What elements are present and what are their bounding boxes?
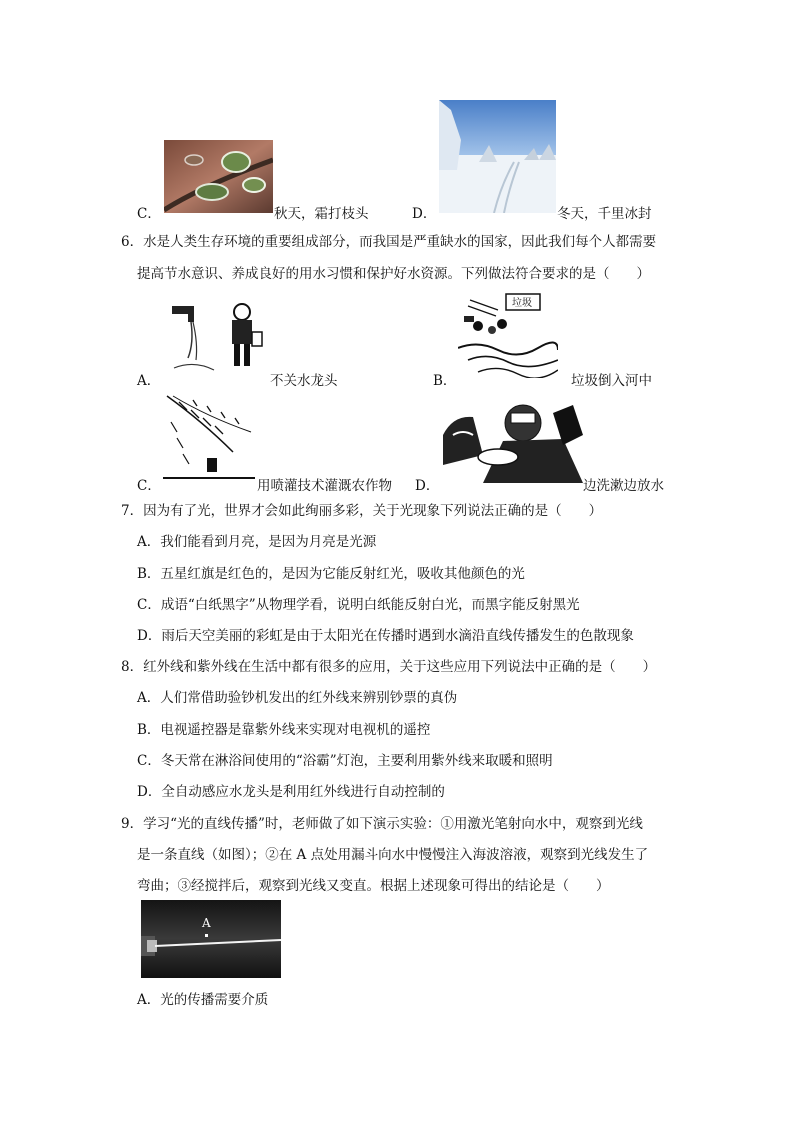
open-faucet-drawing (164, 298, 268, 378)
spray-irrigation-drawing (163, 392, 255, 484)
q8-option-d: D．全自动感应水龙头是利用红外线进行自动控制的 (137, 784, 445, 800)
q8-option-b: B．电视遥控器是靠紫外线来实现对电视机的遥控 (137, 722, 431, 738)
q8-stem: 8．红外线和紫外线在生活中都有很多的应用，关于这些应用下列说法中正确的是（ ） (121, 659, 657, 675)
q5-option-c-letter: C． (137, 206, 161, 222)
q9-stem-line2: 是一条直线（如图）；②在 A 点处用漏斗向水中慢慢注入海波溶液，观察到光线发生了 (137, 847, 649, 863)
q6-option-d-caption: 边洗漱边放水 (583, 478, 664, 494)
q7-option-b: B．五星红旗是红色的，是因为它能反射红光，吸收其他颜色的光 (137, 566, 525, 582)
trash-into-river-drawing (458, 290, 558, 378)
q7-option-a: A．我们能看到月亮，是因为月亮是光源 (137, 534, 377, 550)
q6-stem-line2: 提高节水意识、养成良好的用水习惯和保护好水资源。下列做法符合要求的是（ ） (137, 266, 650, 282)
frost-branch-photo (164, 140, 273, 213)
q7-stem: 7．因为有了光，世界才会如此绚丽多彩，关于光现象下列说法正确的是（ ） (121, 503, 603, 519)
q5-option-d-letter: D． (412, 206, 437, 222)
washing-running-water-drawing (443, 395, 583, 483)
q9-stem-line3: 弯曲；③经搅拌后，观察到光线又变直。根据上述现象可得出的结论是（ ） (137, 878, 610, 894)
q8-option-a: A．人们常借助验钞机发出的红外线来辨别钞票的真伪 (137, 690, 458, 706)
figure-point-a-label: A (202, 916, 211, 930)
q6-option-d-letter: D． (415, 478, 440, 494)
q6-option-b-letter: B． (433, 373, 457, 389)
q6-option-c-letter: C． (137, 478, 161, 494)
q5-option-c-caption: 秋天，霜打枝头 (274, 206, 369, 222)
q6-option-c-caption: 用喷灌技术灌溉农作物 (257, 478, 392, 494)
q5-option-d-caption: 冬天，千里冰封 (557, 206, 652, 222)
trash-sign-text: 垃圾 (512, 298, 532, 309)
laser-in-water-photo (141, 900, 281, 978)
q6-option-a-letter: A． (137, 373, 161, 389)
q7-option-c: C．成语“白纸黑字”从物理学看，说明白纸能反射白光，而黑字能反射黑光 (137, 597, 580, 613)
q6-option-b-caption: 垃圾倒入河中 (571, 373, 652, 389)
q6-option-a-caption: 不关水龙头 (270, 373, 338, 389)
q7-option-d: D．雨后天空美丽的彩虹是由于太阳光在传播时遇到水滴沿直线传播发生的色散现象 (137, 628, 634, 644)
q9-option-a: A．光的传播需要介质 (137, 992, 269, 1008)
snow-field-photo (439, 100, 556, 213)
q6-stem-line1: 6．水是人类生存环境的重要组成部分，而我国是严重缺水的国家，因此我们每个人都需要 (121, 234, 657, 250)
q8-option-c: C．冬天常在淋浴间使用的“浴霸”灯泡，主要利用紫外线来取暖和照明 (137, 753, 553, 769)
q9-stem-line1: 9．学习“光的直线传播”时，老师做了如下演示实验：①用激光笔射向水中，观察到光线 (121, 816, 643, 832)
